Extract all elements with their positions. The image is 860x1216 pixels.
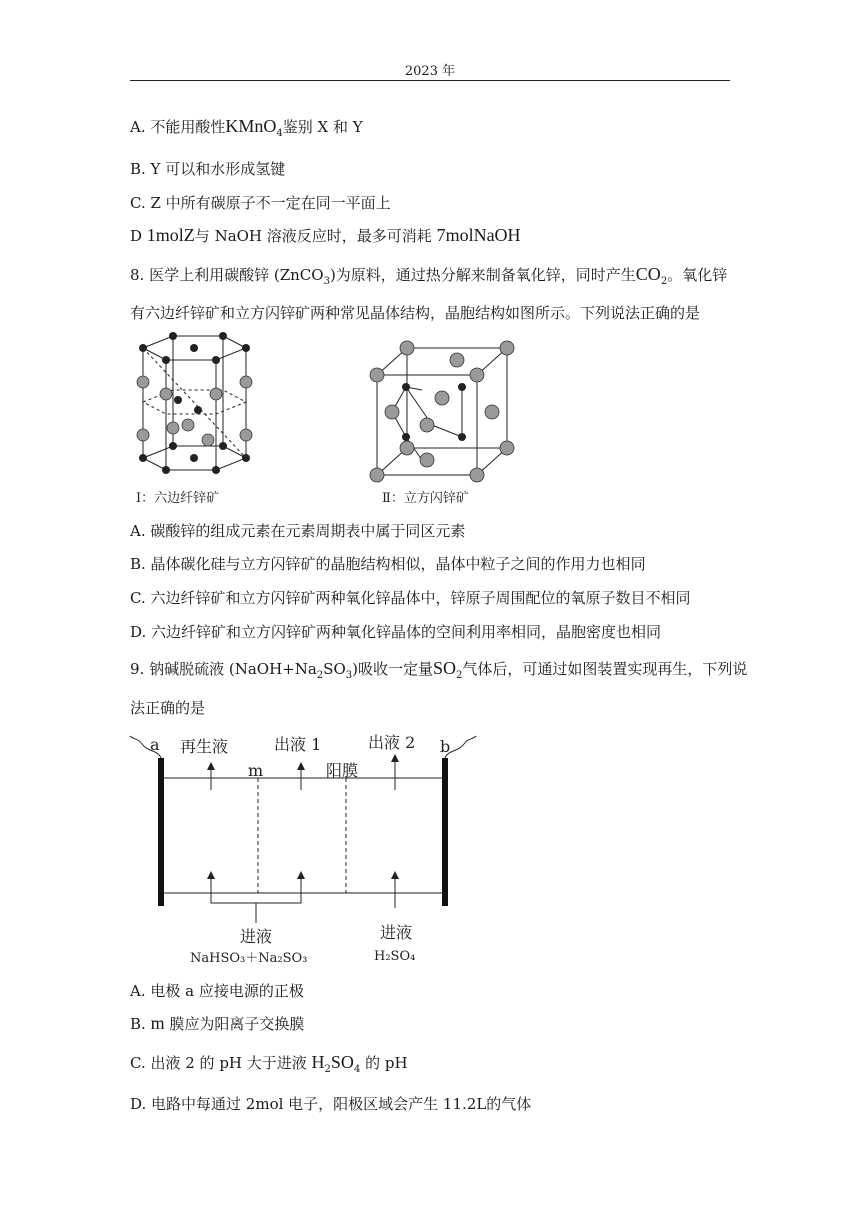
inlet-left-formula: NaHSO₃＋Na₂SO₃: [190, 951, 308, 966]
q9-stem-line1: [130, 658, 747, 681]
q8-stem-part2: )为原料，通过热分解来制备氧化锌，同时产生: [329, 266, 636, 284]
q7-option-d: [130, 225, 521, 246]
electrode-a-label: a: [150, 735, 160, 754]
anion-membrane-label: 阳膜: [326, 761, 359, 780]
q9-stem-line2: 法正确的是: [130, 699, 206, 717]
inlet-right-title: 进液: [380, 923, 413, 942]
q8-option-b: B. 晶体碳化硅与立方闪锌矿的晶胞结构相似，晶体中粒子之间的作用力也相同: [130, 555, 646, 573]
regen-outlet-label: 再生液: [180, 737, 229, 756]
q8-stem-line2: 有六边纤锌矿和立方闪锌矿两种常见晶体结构，晶胞结构如图所示。下列说法正确的是: [130, 304, 701, 322]
q7-option-a-tail: 鉴别 X 和 Y: [282, 118, 363, 136]
wurtzite-label: Ⅰ：六边纤锌矿: [136, 491, 220, 506]
q7-option-d-label: D: [130, 227, 147, 245]
q9-option-b-label: B.: [130, 1015, 151, 1033]
q7-option-c: C. Z 中所有碳原子不一定在同一平面上: [130, 194, 391, 212]
so2-formula: SO: [432, 658, 456, 678]
h2so4-sub1: 2: [324, 1064, 331, 1075]
q7-option-a-text: A. 不能用酸性: [130, 118, 226, 136]
zincblende-crystal-figure: [362, 330, 522, 510]
q7-option-a: [130, 116, 363, 139]
q8-option-d: D. 六边纤锌矿和立方闪锌矿两种氧化锌晶体的空间利用率相同，晶胞密度也相同: [130, 623, 662, 641]
wurtzite-crystal-figure: [128, 330, 258, 510]
q8-option-c: C. 六边纤锌矿和立方闪锌矿两种氧化锌晶体中，锌原子周围配位的氧原子数目不相同: [130, 589, 691, 607]
q9-option-c-tail: 的 pH: [360, 1054, 408, 1072]
q9-option-c-text: C. 出液 2 的 pH 大于进液: [130, 1054, 312, 1072]
inlet-right-formula: H₂SO₄: [374, 949, 416, 964]
kmno4-formula: KMnO: [225, 116, 277, 136]
q9-option-b-m: m: [150, 1013, 165, 1033]
q9-option-d: D. 电路中每通过 2mol 电子，阳极区域会产生 11.2L的气体: [130, 1095, 532, 1113]
q8-option-a: A. 碳酸锌的组成元素在元素周期表中属于同区元素: [130, 522, 466, 540]
q9-stem-part4: 气体后，可通过如图装置实现再生，下列说: [462, 660, 748, 678]
q7-option-d-text: 与 NaOH 溶液反应时，最多可消耗: [194, 227, 437, 245]
h2so4-h: H: [311, 1052, 325, 1072]
h2so4-sub2: 4: [353, 1064, 361, 1075]
outlet-2-label: 出液 2: [368, 733, 416, 752]
electrolysis-device-figure: [128, 728, 488, 973]
q7-option-d-amount1: 1molZ: [146, 225, 195, 245]
q7-option-d-amount2: 7molNaOH: [436, 225, 521, 245]
electrode-b-label: b: [440, 737, 451, 756]
q9-option-b-text: 膜应为阳离子交换膜: [164, 1015, 305, 1033]
q9-stem-part1: 9. 钠碱脱硫液 (NaOH+Na: [130, 660, 317, 678]
page-header-year: 2023 年: [404, 64, 456, 79]
h2so4-so: SO: [330, 1052, 354, 1072]
q9-stem-part2: SO: [323, 660, 346, 678]
co2-subscript: 2: [660, 276, 668, 287]
q9-option-b: [130, 1013, 304, 1034]
header-rule: [130, 80, 730, 81]
kmno4-subscript: 4: [276, 128, 283, 139]
q9-stem-sub2: 3: [345, 670, 353, 681]
co2-formula: CO: [635, 264, 661, 284]
q9-option-c: [130, 1052, 408, 1075]
q8-stem-sub: 3: [323, 276, 330, 287]
q9-option-a: A. 电极 a 应接电源的正极: [130, 982, 304, 1000]
membrane-m-label: m: [248, 761, 264, 780]
q9-stem-sub1: 2: [316, 670, 324, 681]
q8-stem-part3: 。氧化锌: [667, 266, 728, 284]
outlet-1-label: 出液 1: [274, 735, 322, 754]
so2-subscript: 2: [456, 670, 463, 681]
q8-stem-line1: [130, 264, 727, 287]
q8-stem-part1: 8. 医学上利用碳酸锌 (ZnCO: [130, 266, 324, 284]
inlet-left-title: 进液: [240, 927, 273, 946]
q7-option-b: B. Y 可以和水形成氢键: [130, 160, 286, 178]
q9-stem-part3: )吸收一定量: [352, 660, 433, 678]
zincblende-label: Ⅱ：立方闪锌矿: [382, 491, 469, 506]
